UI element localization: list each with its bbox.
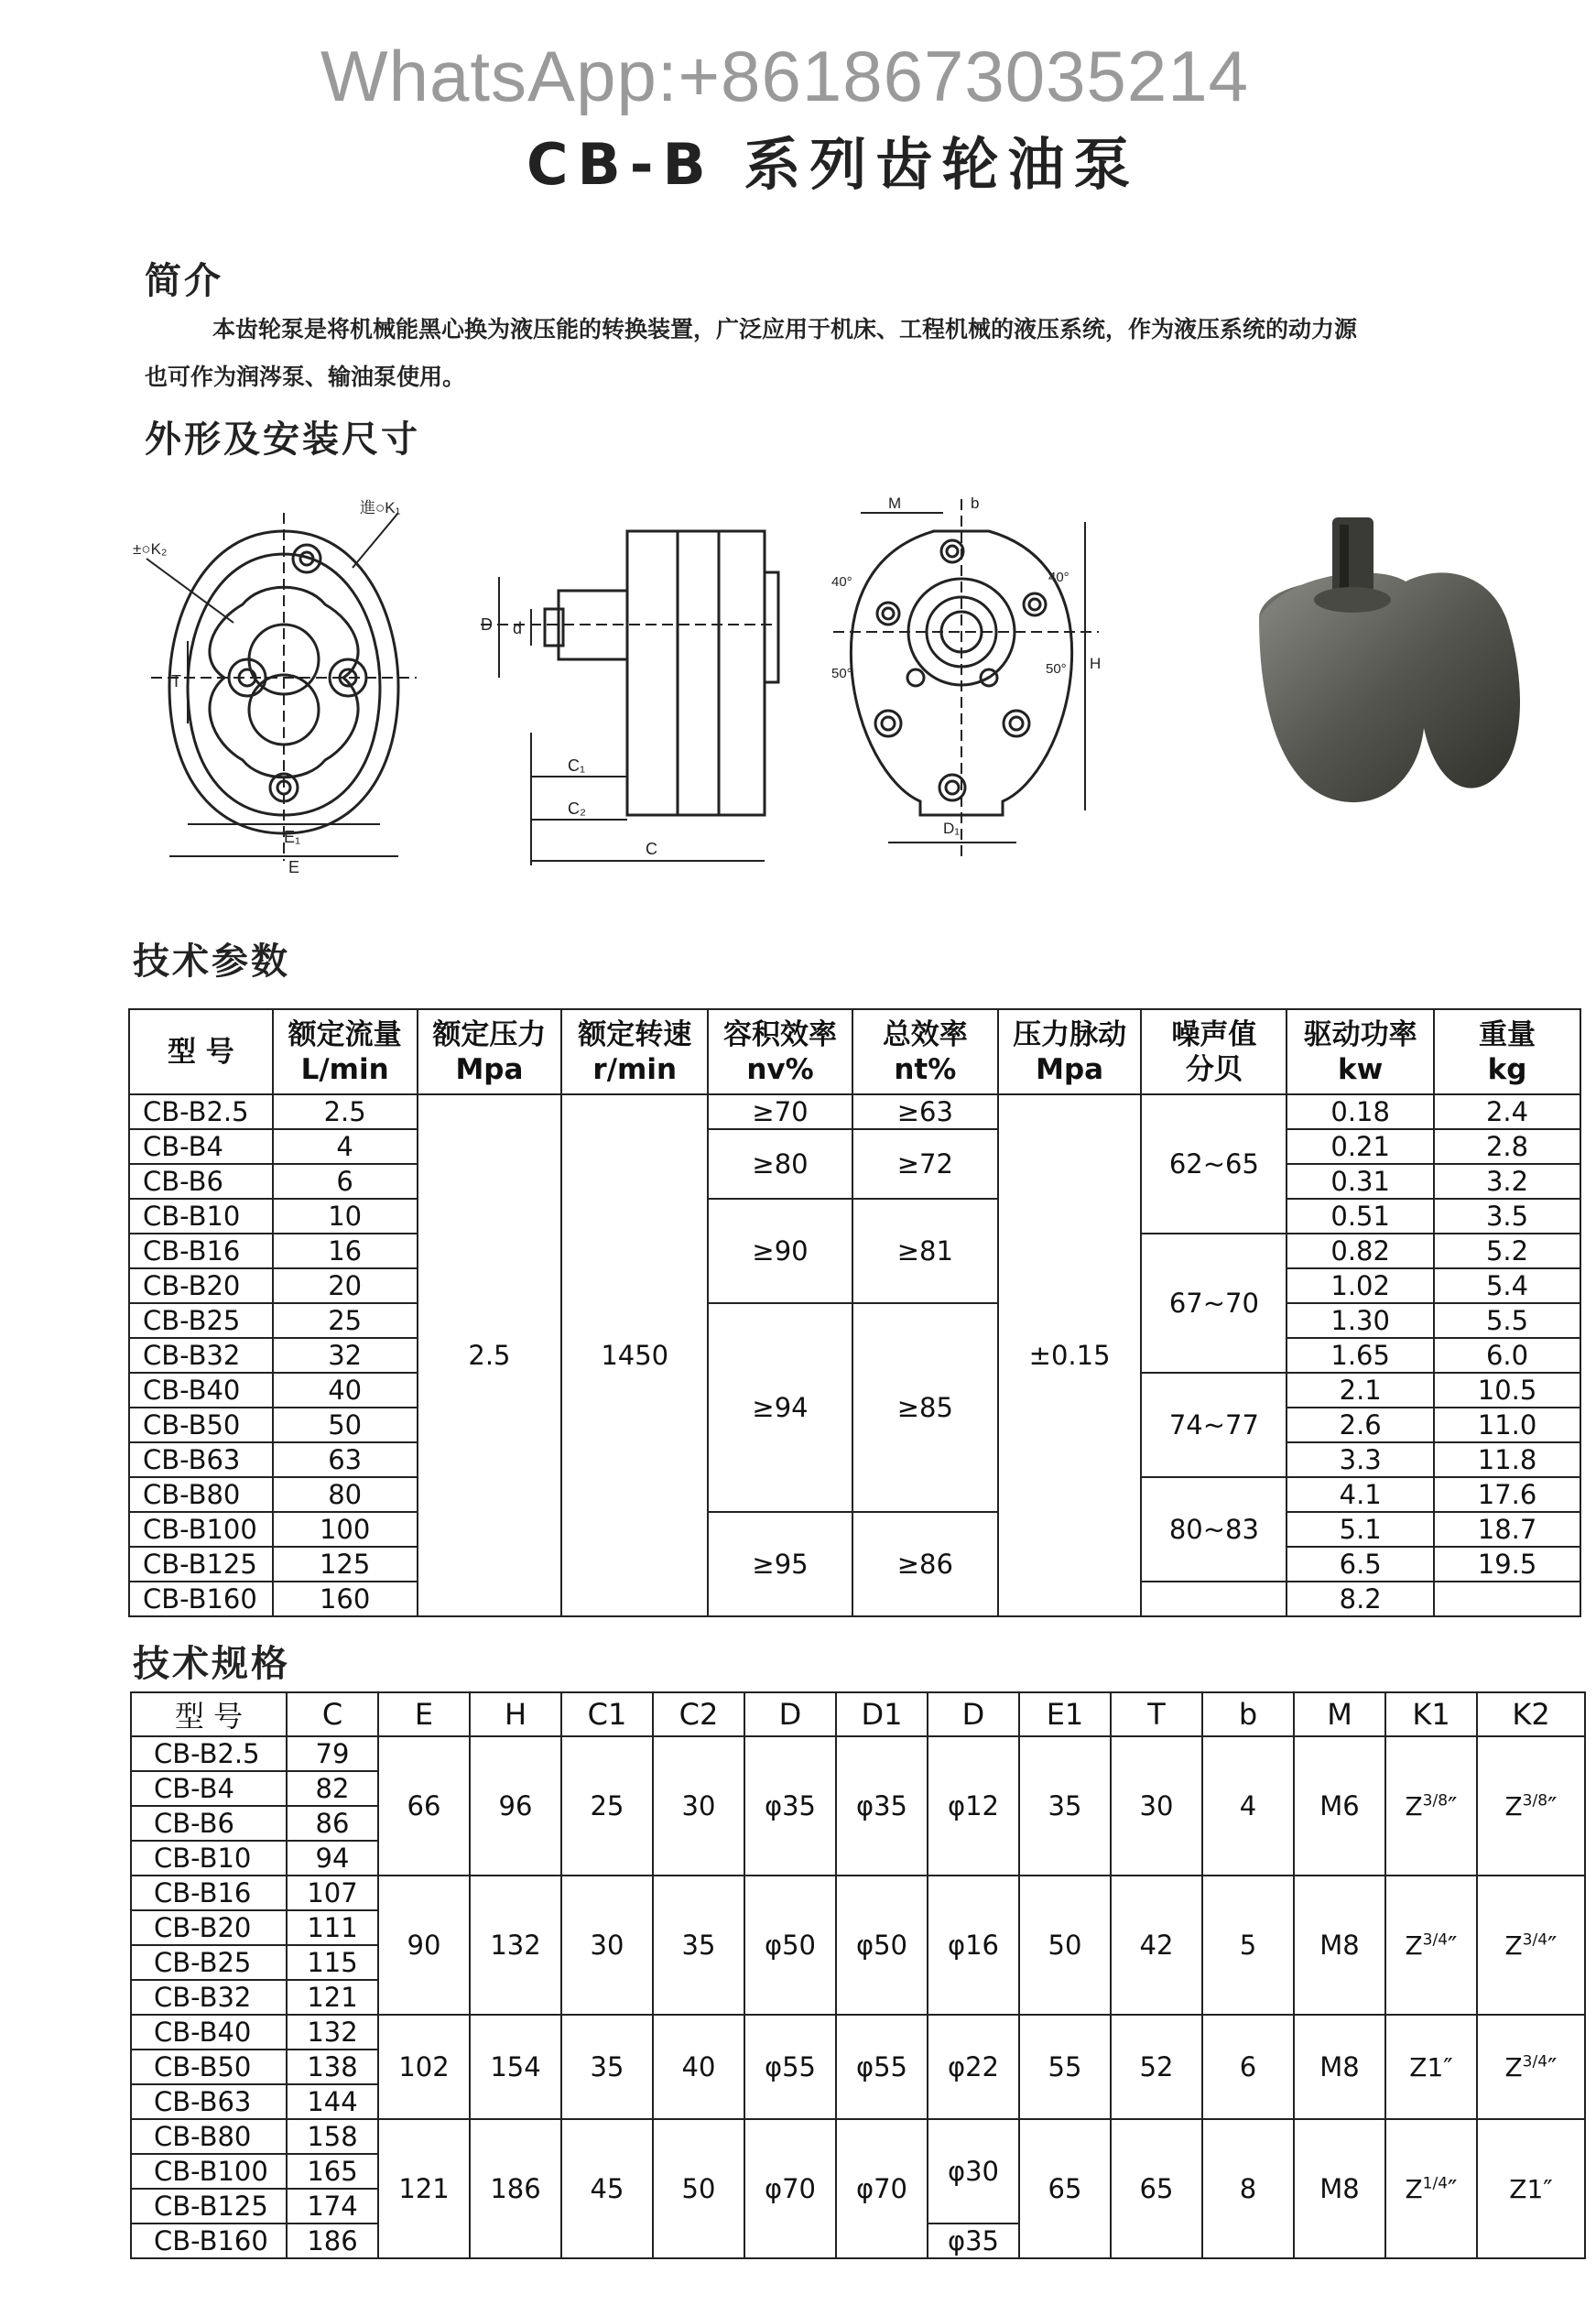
shaft-d-cell: φ35 [928, 2224, 1019, 2258]
t-label: T [171, 672, 181, 690]
weight-cell: 10.5 [1434, 1373, 1580, 1408]
e1-cell: 55 [1019, 2015, 1111, 2119]
flow-cell: 125 [273, 1547, 418, 1582]
weight-cell: 11.0 [1434, 1408, 1580, 1442]
power-cell: 8.2 [1287, 1582, 1434, 1616]
h-cell: 186 [470, 2119, 561, 2258]
model-cell: CB-B50 [131, 2050, 287, 2084]
table-row [131, 2015, 1585, 2050]
e-cell: 66 [378, 1736, 470, 1876]
table-row [129, 1094, 1580, 1129]
model-cell: CB-B100 [131, 2154, 287, 2189]
c2-cell: 30 [653, 1736, 744, 1876]
k1-cell [1385, 2015, 1477, 2119]
model-cell: CB-B20 [131, 1910, 287, 1945]
d-small-label: d [513, 619, 523, 637]
column-header: E1 [1019, 1692, 1111, 1736]
thread-size: Z1″ [1409, 2052, 1453, 2082]
c-cell: 186 [287, 2224, 378, 2258]
weight-cell: 5.2 [1434, 1234, 1580, 1268]
e-cell: 121 [378, 2119, 470, 2258]
column-header-line: Mpa [1036, 1052, 1104, 1086]
c2-cell: 35 [653, 1876, 744, 2015]
intro-line-2: 也可作为润涔泵、输油泵使用。 [145, 364, 466, 390]
weight-cell: 5.4 [1434, 1268, 1580, 1303]
angle-40-right: 40° [1048, 570, 1069, 585]
column-header-line: nv% [746, 1052, 814, 1086]
model-cell: CB-B63 [129, 1442, 273, 1477]
flow-cell: 6 [273, 1164, 418, 1199]
flow-cell: 2.5 [273, 1094, 418, 1129]
spec-heading: 技术规格 [133, 1643, 290, 1685]
flow-cell: 25 [273, 1303, 418, 1338]
c-cell: 86 [287, 1806, 378, 1841]
c-cell: 111 [287, 1910, 378, 1945]
model-cell: CB-B6 [131, 1806, 287, 1841]
thread-fraction: 3/4 [1522, 2052, 1548, 2071]
thread-size: Z1″ [1509, 2174, 1553, 2204]
k2-cell [1477, 1876, 1585, 2015]
power-cell: 0.18 [1287, 1094, 1434, 1129]
model-cell: CB-B40 [129, 1373, 273, 1408]
model-cell: CB-B160 [129, 1582, 273, 1616]
model-cell: CB-B160 [131, 2224, 287, 2258]
total-eff-cell: ≥81 [852, 1199, 998, 1303]
power-cell: 5.1 [1287, 1512, 1434, 1547]
thread-fraction: 3/8 [1522, 1791, 1548, 1810]
intro-heading: 简介 [145, 260, 223, 302]
power-cell: 2.6 [1287, 1408, 1434, 1442]
column-header: D [928, 1692, 1019, 1736]
k1-cell [1385, 1876, 1477, 2015]
column-header-line: 分贝 [1185, 1052, 1243, 1086]
column-header-line: 重量 [1479, 1017, 1536, 1051]
thread-fraction: 3/8 [1422, 1791, 1449, 1810]
model-cell: CB-B80 [129, 1477, 273, 1512]
d-cell: φ35 [744, 1736, 836, 1876]
c-cell: 82 [287, 1771, 378, 1806]
table-header-row [131, 1692, 1585, 1736]
c-cell: 144 [287, 2084, 378, 2119]
total-eff-cell: ≥63 [852, 1094, 998, 1129]
model-cell: CB-B100 [129, 1512, 273, 1547]
power-cell: 6.5 [1287, 1547, 1434, 1582]
c-cell: 115 [287, 1945, 378, 1980]
intro-line-1: 本齿轮泵是将机械能黑心换为液压能的转换装置，广泛应用于机床、工程机械的液压系统，作为液压系统的动力源 [212, 316, 1358, 343]
d-cell: φ70 [744, 2119, 836, 2258]
pressure-pulse-cell: ±0.15 [998, 1094, 1142, 1616]
column-header-line: 压力脉动 [1013, 1017, 1127, 1051]
c-cell: 121 [287, 1980, 378, 2015]
c-label: C [646, 840, 657, 858]
b-label: b [971, 495, 980, 512]
c1-cell: 25 [561, 1736, 653, 1876]
model-cell: CB-B10 [129, 1199, 273, 1234]
column-header: b [1202, 1692, 1294, 1736]
e-cell: 90 [378, 1876, 470, 2015]
column-header [1434, 1009, 1580, 1094]
c2-label: C₂ [568, 799, 586, 818]
m-cell: M8 [1294, 2015, 1385, 2119]
k2-cell [1477, 2015, 1585, 2119]
h-cell: 132 [470, 1876, 561, 2015]
model-cell: CB-B80 [131, 2119, 287, 2154]
column-header: C [287, 1692, 378, 1736]
b-cell: 4 [1202, 1736, 1294, 1876]
k1-cell [1385, 2119, 1477, 2258]
noise-cell: 62~65 [1141, 1094, 1287, 1234]
flow-cell: 50 [273, 1408, 418, 1442]
model-cell: CB-B4 [129, 1129, 273, 1164]
column-header: M [1294, 1692, 1385, 1736]
flow-cell: 16 [273, 1234, 418, 1268]
flow-cell: 20 [273, 1268, 418, 1303]
tech-spec-table [130, 1691, 1586, 2259]
model-cell: CB-B125 [129, 1547, 273, 1582]
weight-cell: 2.8 [1434, 1129, 1580, 1164]
power-cell: 2.1 [1287, 1373, 1434, 1408]
m-cell: M6 [1294, 1736, 1385, 1876]
b-cell: 5 [1202, 1876, 1294, 2015]
model-cell: CB-B16 [129, 1234, 273, 1268]
e1-cell: 50 [1019, 1876, 1111, 2015]
vol-eff-cell: ≥70 [708, 1094, 852, 1129]
shaft-d-cell: φ22 [928, 2015, 1019, 2119]
c1-cell: 30 [561, 1876, 653, 2015]
front-view-drawing [133, 499, 417, 879]
e1-cell: 35 [1019, 1736, 1111, 1876]
column-header: C2 [653, 1692, 744, 1736]
vol-eff-cell: ≥80 [708, 1129, 852, 1199]
m-label: M [888, 495, 902, 512]
column-header: E [378, 1692, 470, 1736]
speed-cell: 1450 [561, 1094, 708, 1616]
d-cell: φ50 [744, 1876, 836, 2015]
column-header: K2 [1477, 1692, 1585, 1736]
column-header-line: r/min [592, 1052, 678, 1086]
weight-cell: 2.4 [1434, 1094, 1580, 1129]
thread-size: $Z^{3/4}''$ [1504, 2052, 1558, 2082]
c-cell: 158 [287, 2119, 378, 2154]
column-header [1141, 1009, 1287, 1094]
model-cell: CB-B16 [131, 1876, 287, 1910]
e1-label: E₁ [284, 828, 301, 846]
thread-size: $Z^{3/8}''$ [1405, 1791, 1458, 1821]
model-cell: CB-B125 [131, 2189, 287, 2224]
noise-cell [1141, 1582, 1287, 1616]
model-cell: CB-B4 [131, 1771, 287, 1806]
column-header: H [470, 1692, 561, 1736]
angle-40-left: 40° [831, 574, 852, 590]
side-view-drawing [472, 522, 778, 870]
d1-cell: φ50 [836, 1876, 928, 2015]
d1-cell: φ55 [836, 2015, 928, 2119]
power-cell: 1.65 [1287, 1338, 1434, 1373]
flow-cell: 32 [273, 1338, 418, 1373]
flow-cell: 63 [273, 1442, 418, 1477]
c-cell: 107 [287, 1876, 378, 1910]
table-row [129, 1129, 1580, 1164]
weight-cell: 11.8 [1434, 1442, 1580, 1477]
params-heading: 技术参数 [133, 941, 290, 983]
d1-label: D₁ [943, 820, 961, 837]
thread-fraction: 1/4 [1422, 2174, 1449, 2193]
d1-cell: φ70 [836, 2119, 928, 2258]
noise-cell: 74~77 [1141, 1373, 1287, 1477]
whatsapp-watermark: WhatsApp:+8618673035214 [320, 36, 1249, 116]
e1-cell: 65 [1019, 2119, 1111, 2258]
m-cell: M8 [1294, 1876, 1385, 2015]
total-eff-cell: ≥85 [852, 1303, 998, 1512]
column-header: D1 [836, 1692, 928, 1736]
d1-cell: φ35 [836, 1736, 928, 1876]
model-cell: CB-B6 [129, 1164, 273, 1199]
gear-pump-photo [1250, 517, 1525, 820]
c-cell: 79 [287, 1736, 378, 1771]
dimensions-heading: 外形及安装尺寸 [145, 419, 420, 461]
table-row [131, 1736, 1585, 1771]
column-header [129, 1009, 273, 1094]
column-header: C1 [561, 1692, 653, 1736]
flow-cell: 100 [273, 1512, 418, 1547]
column-header-line: 噪声值 [1171, 1017, 1257, 1051]
h-label: H [1090, 655, 1102, 672]
weight-cell: 6.0 [1434, 1338, 1580, 1373]
d-big-label: D [481, 615, 493, 634]
column-header-line: 额定流量 [288, 1017, 402, 1051]
column-header [852, 1009, 998, 1094]
c-cell: 94 [287, 1841, 378, 1876]
column-header-line: 驱动功率 [1303, 1017, 1417, 1051]
c-cell: 132 [287, 2015, 378, 2050]
power-cell: 1.30 [1287, 1303, 1434, 1338]
table-row [131, 1876, 1585, 1910]
table-row [129, 1199, 1580, 1234]
weight-cell: 3.2 [1434, 1164, 1580, 1199]
thread-size: $Z^{3/4}''$ [1504, 1930, 1558, 1961]
flow-cell: 80 [273, 1477, 418, 1512]
tech-params-table [128, 1008, 1581, 1617]
c-cell: 165 [287, 2154, 378, 2189]
c2-cell: 50 [653, 2119, 744, 2258]
k2-cell [1477, 2119, 1585, 2258]
weight-cell [1434, 1582, 1580, 1616]
h-cell: 96 [470, 1736, 561, 1876]
m-cell: M8 [1294, 2119, 1385, 2258]
t-cell: 42 [1111, 1876, 1202, 2015]
power-cell: 4.1 [1287, 1477, 1434, 1512]
k2-label: ±○K₂ [133, 540, 168, 558]
page-title: CB-B 系列齿轮油泵 [527, 131, 1140, 198]
table-row [131, 2119, 1585, 2154]
column-header: T [1111, 1692, 1202, 1736]
noise-cell: 80~83 [1141, 1477, 1287, 1582]
column-header-line: 额定压力 [432, 1017, 547, 1051]
model-cell: CB-B2.5 [131, 1736, 287, 1771]
shaft-d-cell: φ30 [928, 2119, 1019, 2224]
power-cell: 1.02 [1287, 1268, 1434, 1303]
flow-cell: 40 [273, 1373, 418, 1408]
column-header [998, 1009, 1142, 1094]
e-cell: 102 [378, 2015, 470, 2119]
model-cell: CB-B20 [129, 1268, 273, 1303]
flow-cell: 4 [273, 1129, 418, 1164]
table-row [129, 1303, 1580, 1338]
column-header-line: L/min [300, 1052, 389, 1086]
thread-size: $Z^{3/4}''$ [1405, 1930, 1458, 1961]
column-header-line: kw [1338, 1052, 1384, 1086]
vol-eff-cell: ≥95 [708, 1512, 852, 1616]
c2-cell: 40 [653, 2015, 744, 2119]
total-eff-cell: ≥72 [852, 1129, 998, 1199]
flow-cell: 10 [273, 1199, 418, 1234]
column-header [1287, 1009, 1434, 1094]
power-cell: 3.3 [1287, 1442, 1434, 1477]
c-cell: 174 [287, 2189, 378, 2224]
vol-eff-cell: ≥90 [708, 1199, 852, 1303]
model-cell: CB-B32 [129, 1338, 273, 1373]
model-cell: CB-B40 [131, 2015, 287, 2050]
column-header-line: Mpa [455, 1052, 524, 1086]
column-header [708, 1009, 852, 1094]
column-header-line: 额定转速 [578, 1017, 692, 1051]
column-header-line: 容积效率 [723, 1017, 838, 1051]
table-header-row [129, 1009, 1580, 1094]
noise-cell: 67~70 [1141, 1234, 1287, 1373]
weight-cell: 5.5 [1434, 1303, 1580, 1338]
model-cell: CB-B2.5 [129, 1094, 273, 1129]
d-cell: φ55 [744, 2015, 836, 2119]
power-cell: 0.21 [1287, 1129, 1434, 1164]
power-cell: 0.82 [1287, 1234, 1434, 1268]
angle-50-right: 50° [1046, 661, 1067, 677]
column-header [273, 1009, 418, 1094]
k2-cell [1477, 1736, 1585, 1876]
table-row [129, 1512, 1580, 1547]
column-header [561, 1009, 708, 1094]
b-cell: 8 [1202, 2119, 1294, 2258]
model-cell: CB-B10 [131, 1841, 287, 1876]
column-header-line: 总效率 [882, 1017, 968, 1051]
weight-cell: 3.5 [1434, 1199, 1580, 1234]
e-label: E [288, 858, 300, 876]
column-header-line: 型 号 [167, 1035, 234, 1069]
model-cell: CB-B25 [129, 1303, 273, 1338]
angle-50-left: 50° [831, 666, 852, 681]
weight-cell: 19.5 [1434, 1547, 1580, 1582]
thread-fraction: 3/4 [1422, 1930, 1449, 1950]
c1-label: C₁ [568, 756, 586, 775]
total-eff-cell: ≥86 [852, 1512, 998, 1616]
model-cell: CB-B25 [131, 1945, 287, 1980]
column-header-line: kg [1487, 1052, 1527, 1086]
c1-cell: 45 [561, 2119, 653, 2258]
t-cell: 30 [1111, 1736, 1202, 1876]
model-cell: CB-B50 [129, 1408, 273, 1442]
h-cell: 154 [470, 2015, 561, 2119]
power-cell: 0.51 [1287, 1199, 1434, 1234]
thread-fraction: 3/4 [1522, 1930, 1548, 1950]
column-header: D [744, 1692, 836, 1736]
c-cell: 138 [287, 2050, 378, 2084]
weight-cell: 17.6 [1434, 1477, 1580, 1512]
column-header: K1 [1385, 1692, 1477, 1736]
power-cell: 0.31 [1287, 1164, 1434, 1199]
k1-cell [1385, 1736, 1477, 1876]
model-cell: CB-B32 [131, 1980, 287, 2015]
vol-eff-cell: ≥94 [708, 1303, 852, 1512]
column-header-line: nt% [894, 1052, 957, 1086]
model-cell: CB-B63 [131, 2084, 287, 2119]
shaft-d-cell: φ12 [928, 1736, 1019, 1876]
weight-cell: 18.7 [1434, 1512, 1580, 1547]
flow-cell: 160 [273, 1582, 418, 1616]
thread-size: $Z^{3/8}''$ [1504, 1791, 1558, 1821]
shaft-d-cell: φ16 [928, 1876, 1019, 2015]
t-cell: 52 [1111, 2015, 1202, 2119]
t-cell: 65 [1111, 2119, 1202, 2258]
column-header [418, 1009, 562, 1094]
rear-view-drawing [824, 495, 1108, 861]
b-cell: 6 [1202, 2015, 1294, 2119]
column-header: 型 号 [131, 1692, 287, 1736]
k1-label: 進○K₁ [360, 499, 401, 516]
pressure-cell: 2.5 [418, 1094, 562, 1616]
thread-size: $Z^{1/4}''$ [1405, 2174, 1458, 2204]
c1-cell: 35 [561, 2015, 653, 2119]
